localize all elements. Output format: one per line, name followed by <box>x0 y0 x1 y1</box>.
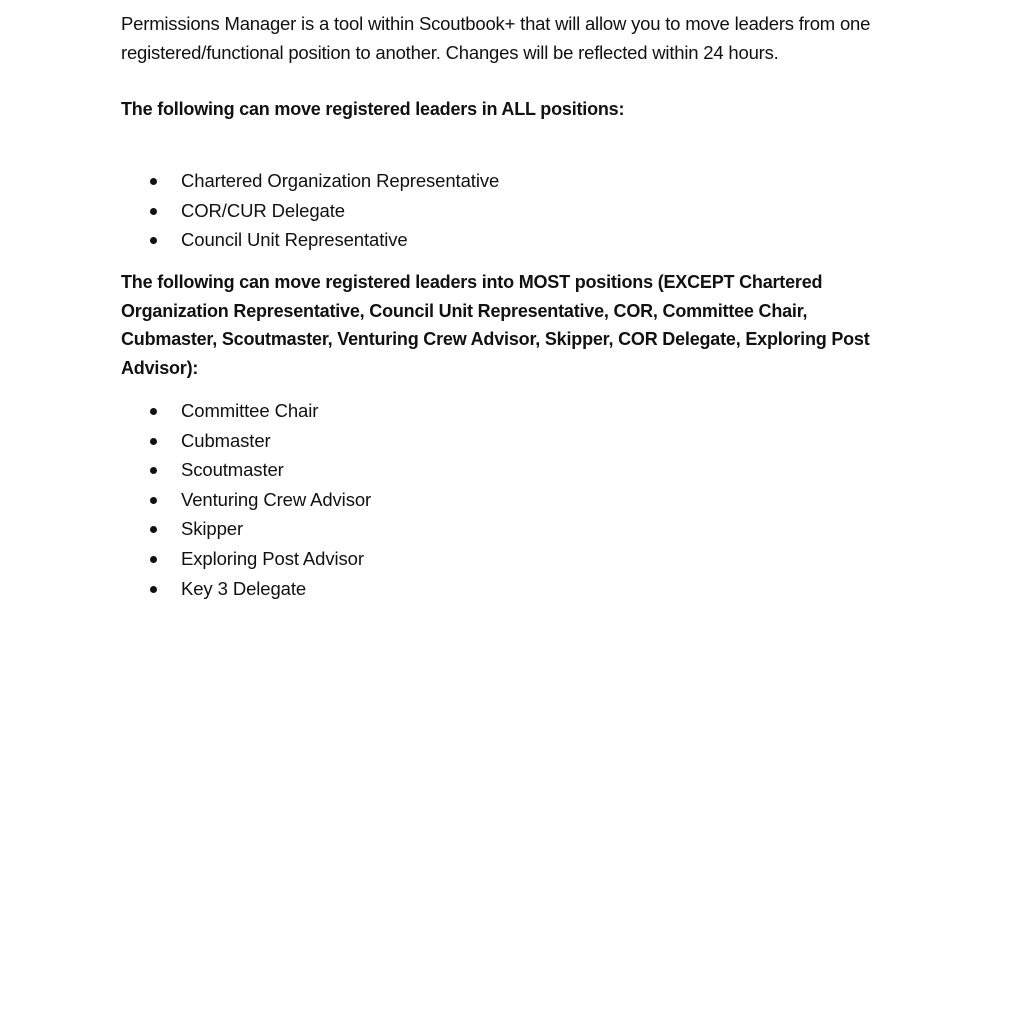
intro-paragraph: Permissions Manager is a tool within Scoutbook+ that will allow you to move leaders from one registered/functional position to another. Changes will be reflected within 24 hours. <box>121 13 871 63</box>
bullet-icon <box>150 438 157 445</box>
list-item-text: Committee Chair <box>181 400 319 421</box>
bullet-icon <box>150 556 157 563</box>
list-item <box>121 166 499 196</box>
list-item <box>121 396 371 426</box>
section-all-list <box>121 166 499 255</box>
bullet-icon <box>150 208 157 215</box>
section-all-heading: The following can move registered leaders in ALL positions: <box>121 99 625 119</box>
bullet-icon <box>150 586 157 593</box>
list-item <box>121 426 371 456</box>
list-item-text: Venturing Crew Advisor <box>181 488 372 510</box>
list-item <box>121 574 371 604</box>
list-item-text: Scoutmaster <box>181 459 284 481</box>
section-most-list <box>121 396 371 603</box>
section-most-heading: The following can move registered leaders into MOST positions (EXCEPT Chartered Organization Representative, Council Unit Representative, COR, Committee Chair, Cubmaster, Scoutmaster, Venturing Crew Advisor, Skipper, COR Delegate, Exploring Post Advisor): <box>121 272 870 378</box>
bullet-icon <box>150 178 157 185</box>
bullet-icon <box>150 237 157 244</box>
bullet-icon <box>150 526 157 533</box>
list-item <box>121 196 499 226</box>
list-item-text: Cubmaster <box>181 429 271 451</box>
list-item <box>121 485 371 515</box>
list-item <box>121 455 371 485</box>
list-item <box>121 514 371 544</box>
list-item-text: Skipper <box>181 518 244 540</box>
bullet-icon <box>150 467 157 474</box>
list-item-text: Key 3 Delegate <box>181 577 307 599</box>
bullet-icon <box>150 497 157 504</box>
list-item-text: Chartered Organization Representative <box>181 170 500 191</box>
list-item-text: Council Unit Representative <box>181 229 408 251</box>
list-item-text: Exploring Post Advisor <box>181 547 364 569</box>
list-item <box>121 544 371 574</box>
bullet-icon <box>150 408 157 415</box>
list-item <box>121 225 499 255</box>
list-item-text: COR/CUR Delegate <box>181 199 345 221</box>
